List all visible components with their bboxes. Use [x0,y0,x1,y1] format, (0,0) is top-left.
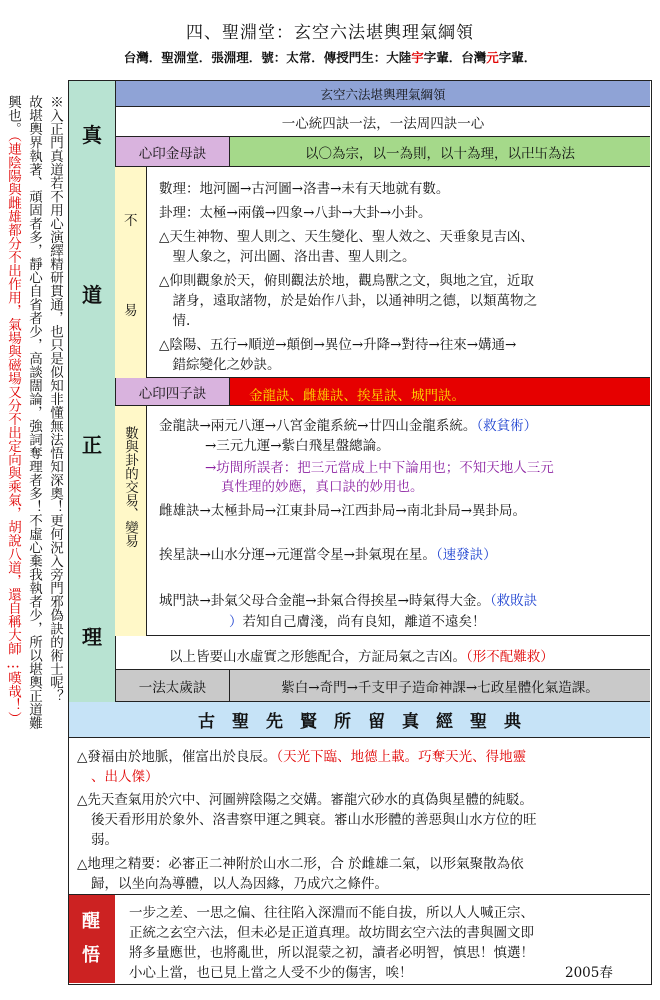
xingwu-line-2: 正統之玄空六法，但未必是正道真理。故坊間玄空六法的書與圖文即 [129,925,534,941]
summary-note: （形不配難救） [466,649,554,665]
subtitle-middle: 字輩．台灣 [423,50,487,65]
yangze-line-2: 諸身，遠取諸物，於是始作八卦，以通神明之德，以類萬物之 [159,293,537,309]
tiansheng-line-2: 聖人象之，河出圖、洛出書、聖人則之。 [159,249,416,265]
subtitle-char-yuan: 元 [486,50,499,65]
chengmen-text-2: 若知自己膚淺，尚有良知，離道不遠矣！ [242,614,486,630]
taisui-text: 紫白→奇門→千支甲子造命神課→七政星體化氣造課。 [229,670,650,702]
yinyang-line-1: △陰陽、五行→順逆→顛倒→異位→升降→對待→往來→媾通→ [159,337,517,353]
left-column [69,81,115,702]
sizi-text: 金龍訣、雌雄訣、挨星訣、城門訣。 [249,388,465,404]
sizi-label: 心印四子訣 [115,378,229,406]
guali-line: 卦理：太極→兩儀→四象→八卦→大卦→小卦。 [159,205,432,221]
cixiong-line: 雌雄訣→太極卦局→江東卦局→江西卦局→南北卦局→異卦局。 [159,503,527,519]
classics-p3-line-1: △地理之精要：必審正二神附於山水二形，合 於雌雄二氣，以形氣聚散為依 [77,856,524,872]
sizi-side-label: 數與卦的交易、變易 [122,426,138,548]
jinlong-line-1 [159,414,537,434]
jinlong-note: （救貧術） [476,418,538,434]
classics-p2-line-2: 後天看形用於象外、洛書察甲運之興衰。審山水形體的善惡與山水方位的旺 [91,812,537,828]
classics-p3-line-2: 歸，以坐向為導體，以人為因緣，乃成穴之條件。 [91,876,388,892]
jinlong-line-2: →三元九運→紫白飛星盤總論。 [205,438,390,454]
header-band: 玄空六法堪輿理氣綱領 [115,81,650,107]
taisui-label: 一法太歲訣 [115,670,229,702]
tiansheng-line-1: △天生神物、聖人則之、天生變化、聖人效之、天垂象見吉凶、 [159,229,534,245]
page-subtitle [0,48,660,66]
jinlong-text-1: 金龍訣→兩元八運→八宮金龍系統→廿四山金龍系統。 [159,418,477,434]
xingwu-char-1: 醒 [82,911,100,932]
side-note-column-1: ※入正門真道若不用心演繹精研貫通，也只是似知非懂無法悟知深奧！更何況入旁門邪偽訣的術士呢？ [47,95,63,703]
page-title: 四、聖淵堂：玄空六法堪輿理氣綱領 [186,23,474,43]
summary-text: 以上皆要山水虛實之形態配合，方証局氣之吉凶。 [169,649,466,665]
buyi-label-cell [115,167,147,378]
subtitle-char-yu: 宇 [411,50,424,65]
jinlong-line-4: 真性理的妙應，真口訣的妙用也。 [221,479,424,495]
buyi-char-1: 不 [124,213,138,229]
yangze-line-3: 情. [159,313,191,329]
classics-p2-line-3: 弱。 [91,832,118,848]
xingwu-line-3: 將多量應世，也將亂世，所以混蒙之初，讀者必明智，慎思！慎選！ [129,945,534,961]
side-note-column-3 [4,95,20,725]
yinyang-line-2: 錯綜變化之妙訣。 [159,357,281,373]
framework-table [68,80,652,985]
xingwu-line-1: 一步之差、一思之偏、往往陷入深淵而不能自拔，所以人人喊正宗、 [129,905,534,921]
aixing-line [159,543,497,563]
buyi-char-2: 易 [124,303,138,319]
chengmen-line-2 [229,610,486,630]
side-note-column-2: 故堪輿界執著、頑固者多，靜心自省者少，高談闊論，強詞奪理者多！不虛心棄我執者少，所以堪輿正道難 [26,95,42,730]
xinyin-label: 心印金母訣 [115,137,229,167]
aixing-text: 挨星訣→山水分運→元運當令星→卦氣現在星。 [159,547,436,563]
jinlong-line-3: →坊間所誤者：把三元當成上中下論用也；不知天地人三元 [205,460,554,476]
subtitle-suffix: 字輩． [498,50,537,65]
chengmen-note-1: （救敗訣 [489,593,538,609]
char-zheng: 正 [82,433,102,457]
chengmen-note-2: ） [229,614,243,630]
classics-p2-line-1: △先天查氣用於穴中、河圖辨陰陽之交媾。審龍穴砂水的真偽與星體的純駁。 [77,792,533,808]
chengmen-line-1 [159,589,537,609]
side-note-red: （連陰陽與雌雄都分不出作用，氣場與磁場又分不出定向與乘氣，胡說八道，還自稱大師…嘆哉！） [5,135,21,726]
xinyin-text: 以〇為宗，以一為則，以十為理，以卍卐為法 [229,137,650,167]
xingwu-char-2: 悟 [82,945,100,966]
subtitle-prefix: 台灣．聖淵堂．張淵理．號：太常．傳授門生：大陸 [123,50,412,65]
side-note-black: 興也。 [5,95,21,136]
aixing-note: （速發訣） [435,547,497,563]
motto-row: 一心統四訣一法，一法周四訣一心 [115,107,650,137]
char-dao: 道 [82,283,102,307]
classics-p1-line-1 [77,745,526,765]
char-zhen: 真 [82,123,102,147]
classics-p1-line-2: 、出人傑） [91,769,159,785]
classics-band: 古 聖 先 賢 所 留 真 經 聖 典 [69,702,650,738]
yangze-line-1: △仰則觀象於天，俯則觀法於地，觀鳥獸之文，與地之宜，近取 [159,273,534,289]
classics-p1-text: △發福由於地脈，催富出於良辰。 [77,749,277,765]
char-li: 理 [82,625,102,649]
summary-line [169,645,554,665]
classics-p1-red-a: （天光下臨、地德上載。巧奪天光、得地靈 [276,749,527,765]
xingwu-line-4: 小心上當，也已見上當之人受不少的傷害，唉！ [129,965,413,981]
chengmen-text-1: 城門訣→卦氣父母合金龍→卦氣合得挨星→時氣得大金。 [159,593,490,609]
shuli-line: 數理：地河圖→古河圖→洛書→未有天地就有數。 [159,181,450,197]
xingwu-year: 2005春 [565,965,613,981]
